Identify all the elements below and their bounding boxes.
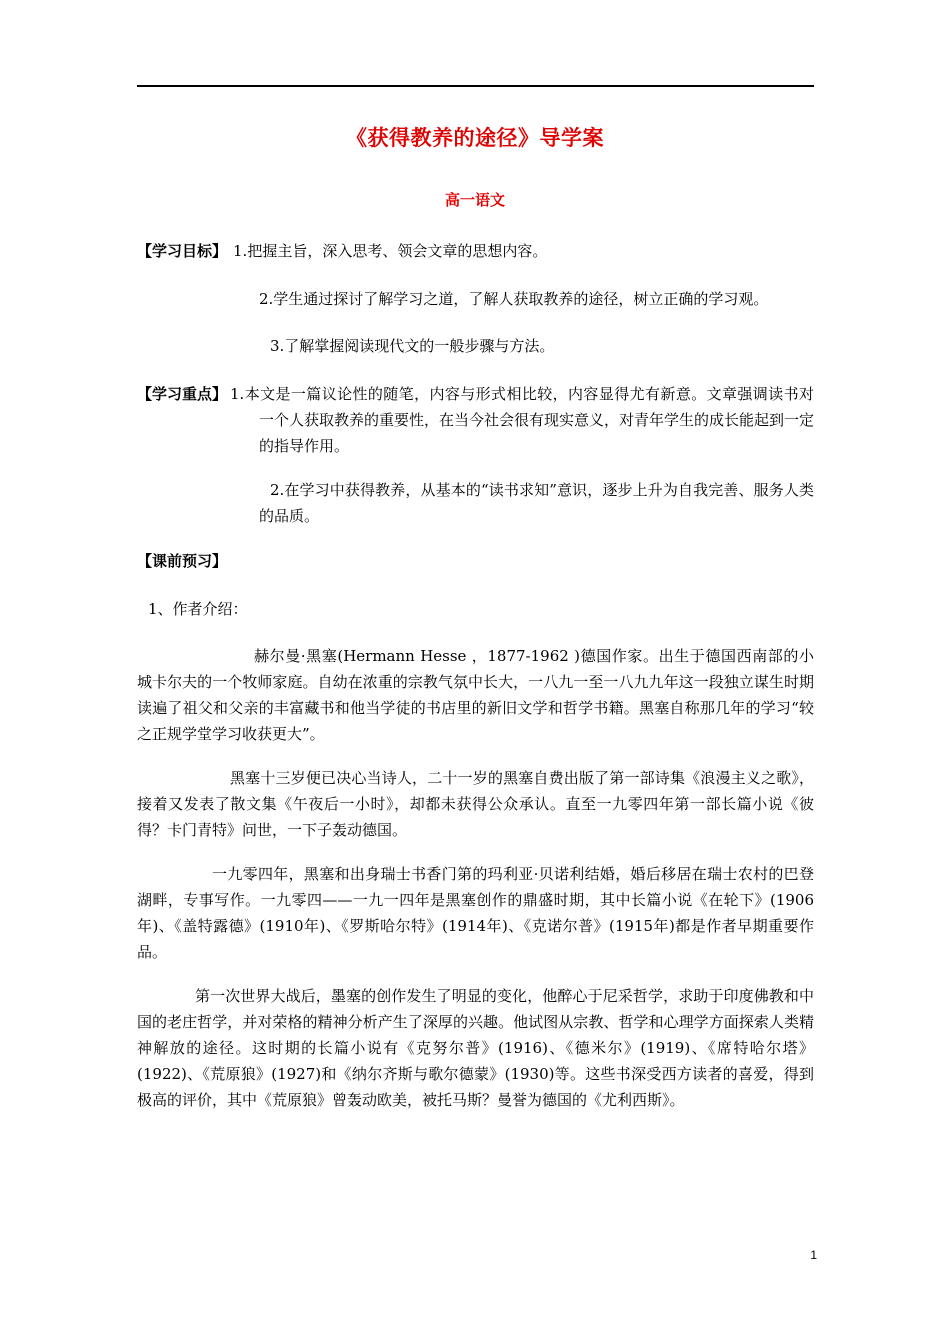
preview-paragraph-2: 黑塞十三岁便已决心当诗人，二十一岁的黑塞自费出版了第一部诗集《浪漫主义之歌》，接着又发表了散文集《午夜后一小时》，却都未获得公众承认。直至一九零四年第一部长篇小说《彼得？卡门青特》问世，一下子轰动德国。 [137,769,814,839]
page-number: 1 [810,1248,817,1262]
preview-paragraph-1: 赫尔曼·黑塞(Hermann Hesse ，1877-1962 )德国作家。出生于德国西南部的小城卡尔夫的一个牧师家庭。自幼在浓重的宗教气氛中长大，一八九一至一八九九年这一段独立谋生时期读遍了祖父和父亲的丰富藏书和他当学徒的书店里的新旧文学和哲学书籍。黑塞自称那几年的学习“较之正规学堂学习收获更大”。 [137,647,814,743]
focus-item-1-wrap [230,381,814,459]
goal-item-1: 1.把握主旨，深入思考、领会文章的思想内容。 [233,242,548,260]
preview-paragraph-4: 第一次世界大战后，墨塞的创作发生了明显的变化，他醉心于尼采哲学，求助于印度佛教和中国的老庄哲学，并对荣格的精神分析产生了深厚的兴趣。他试图从宗教、哲学和心理学方面探索人类精神解放的途径。这时期的长篇小说有《克努尔普》(1916)、《德米尔》(1919)、《席特哈尔塔》(1922)、《荒原狼》(1927)和《纳尔齐斯与歌尔德蒙》(1930)等。这些书深受西方读者的喜爱，得到极高的评价，其中《荒原狼》曾轰动欧美，被托马斯？曼誉为德国的《尤利西斯》。 [137,987,814,1109]
goal-item-3: 3.了解掌握阅读现代文的一般步骤与方法。 [270,337,555,355]
header-rule [137,85,814,87]
goals-section [137,241,547,261]
preview-paragraph-3: 一九零四年，黑塞和出身瑞士书香门第的玛利亚·贝诺利结婚，婚后移居在瑞士农村的巴登湖畔，专事写作。一九零四——一九一四年是黑塞创作的鼎盛时期，其中长篇小说《在轮下》(1906年)、《盖特露德》(1910年)、《罗斯哈尔特》(1914年)、《克诺尔普》(1915年)都是作者早期重要作品。 [137,865,814,961]
document-subtitle: 高一语文 [444,191,505,209]
goals-label: 【学习目标】 [137,242,228,260]
goal-item-2: 2.学生通过探讨了解学习之道，了解人获取教养的途径，树立正确的学习观。 [259,290,769,308]
document-title: 《获得教养的途径》导学案 [346,126,604,150]
focus-item-2: 2.在学习中获得教养，从基本的“读书求知”意识，逐步上升为自我完善、服务人类的品质。 [259,481,814,525]
focus-label: 【学习重点】 [137,385,228,403]
author-intro-heading: 1、作者介绍： [148,600,248,618]
preview-label: 【课前预习】 [137,552,228,570]
focus-item-1: 1.本文是一篇议论性的随笔，内容与形式相比较，内容显得尤有新意。文章强调读书对一个人获取教养的重要性，在当今社会很有现实意义，对青年学生的成长能起到一定的指导作用。 [230,385,815,455]
